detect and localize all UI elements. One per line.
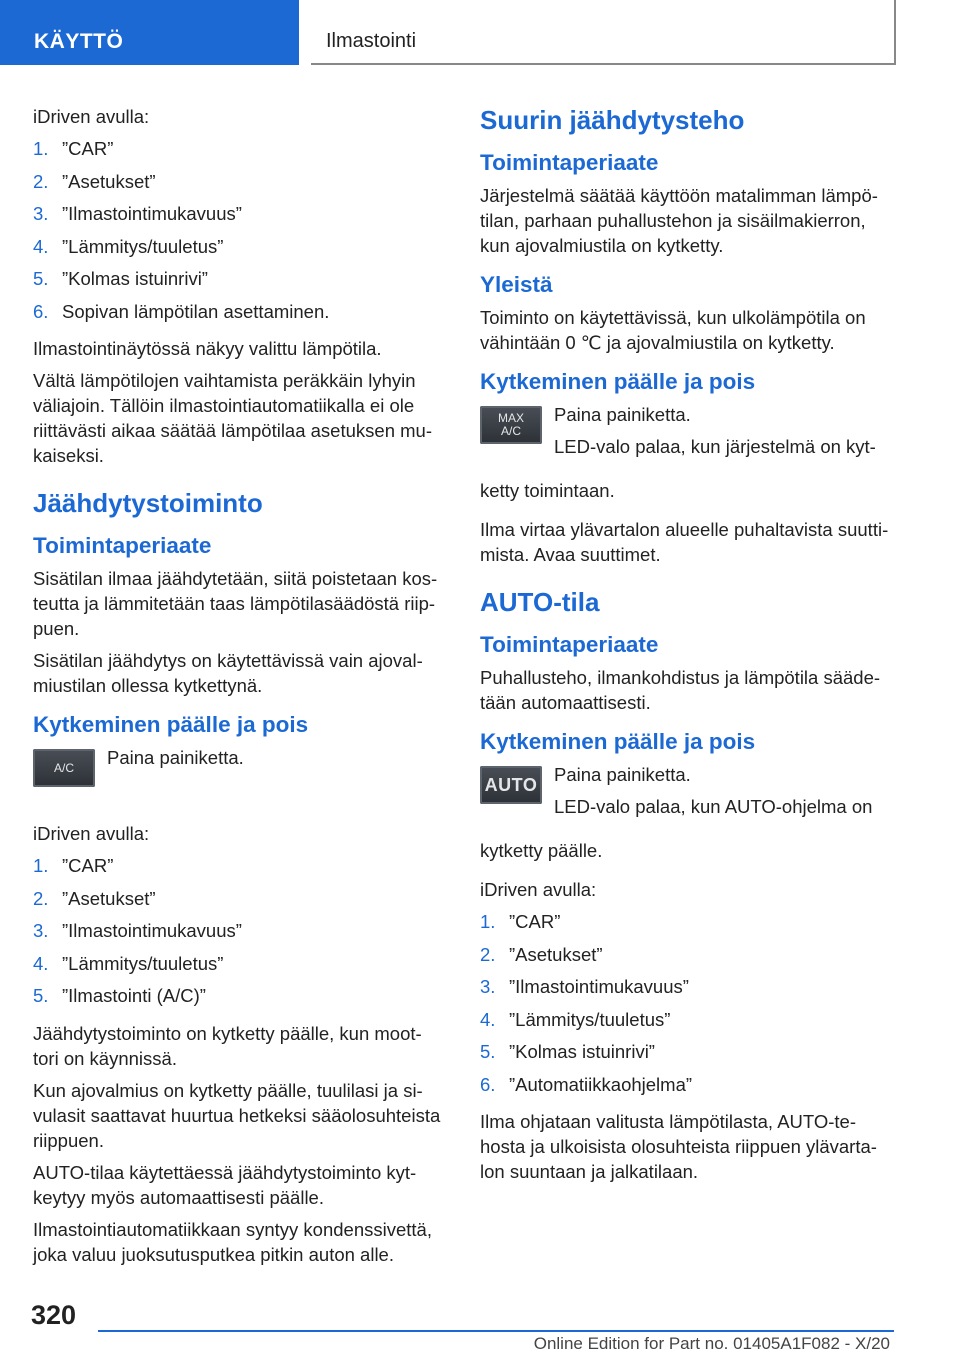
paragraph: Ilmastointinäytössä näkyy valittu lämpötila. [33, 338, 382, 359]
paragraph: Ilmastointiautomatiikkaan syntyy kondenssivettä, joka valuu juoksutusputkea pitkin auton alle. [33, 1218, 432, 1265]
subheading-on-off: Kytkeminen päälle ja pois [480, 369, 756, 394]
right-column [480, 104, 898, 1191]
section-title: KÄYTTÖ [34, 30, 124, 53]
max-ac-button-icon: MAX A/C [480, 406, 542, 444]
button-instruction [480, 762, 898, 834]
list-item: 1. ”CAR” [33, 138, 114, 159]
list-item: 3. ”Ilmastointimukavuus” [33, 203, 242, 224]
heading-max-cooling: Suurin jäähdytysteho [480, 105, 745, 135]
chapter-title: Ilmastointi [326, 30, 417, 52]
footer-divider [98, 1330, 894, 1332]
idrive-intro: iDriven avulla: [480, 879, 597, 900]
paragraph: Puhallusteho, ilmankohdistus ja lämpötila sääde‐ tään automaattisesti. [480, 667, 881, 713]
button-text: Paina painiketta. [107, 747, 244, 768]
idrive-intro: iDriven avulla: [33, 106, 150, 127]
subheading-principle: Toimintaperiaate [33, 533, 212, 558]
subheading-principle: Toimintaperiaate [480, 150, 659, 175]
button-instruction [33, 745, 451, 817]
heading-auto-mode: AUTO-tila [480, 587, 600, 617]
paragraph: Sisätilan jäähdytys on käytettävissä vain ajoval‐ miustilan ollessa kytkettynä. [33, 650, 423, 696]
button-instruction [480, 402, 898, 474]
subheading-general: Yleistä [480, 272, 553, 297]
list-item: 5. ”Kolmas istuinrivi” [480, 1041, 655, 1062]
subheading-principle: Toimintaperiaate [480, 632, 659, 657]
list-item: 4. ”Lämmitys/tuuletus” [480, 1008, 671, 1030]
list-item: 5. ”Kolmas istuinrivi” [33, 268, 208, 289]
left-column [33, 104, 451, 1274]
heading-cooling: Jäähdytystoiminto [33, 488, 263, 518]
button-text: Paina painiketta. [554, 404, 691, 425]
button-text: LED-valo palaa, kun järjestelmä on kyt‐ [554, 436, 876, 457]
paragraph: kytketty päälle. [480, 840, 603, 861]
list-item: 4. ”Lämmitys/tuuletus” [33, 952, 224, 974]
steps-list [480, 909, 898, 1104]
ac-button-icon: A/C [33, 749, 95, 787]
list-item: 3. ”Ilmastointimukavuus” [480, 976, 689, 997]
steps-list [33, 853, 451, 1016]
section-tab [0, 0, 299, 65]
idrive-intro: iDriven avulla: [33, 823, 150, 844]
subheading-on-off: Kytkeminen päälle ja pois [33, 712, 309, 737]
footer-edition: Online Edition for Part no. 01405A1F082 - X/20 [533, 1334, 890, 1353]
list-item: 2. ”Asetukset” [480, 943, 603, 965]
page-number: 320 [31, 1300, 77, 1330]
steps-list [33, 136, 451, 331]
paragraph: Ilma ohjataan valitusta lämpötilasta, AUTO-te‐ hosta ja ulkoisista olosuhteista riippuen ylävarta‐ lon suuntaan ja jalkatilaan. [480, 1111, 877, 1182]
list-item: 5. ”Ilmastointi (A/C)” [33, 985, 206, 1006]
paragraph: Toiminto on käytettävissä, kun ulkolämpötila on vähintään 0 ℃ ja ajovalmiustila on kytketty. [480, 307, 866, 353]
paragraph: Sisätilan ilmaa jäähdytetään, siitä poistetaan kos‐ teutta ja lämmitetään taas lämpötilasäädöstä riip‐ puen. [33, 568, 438, 639]
list-item: 2. ”Asetukset” [33, 887, 156, 909]
list-item: 1. ”CAR” [480, 911, 561, 932]
list-item: 6. Sopivan lämpötilan asettaminen. [33, 300, 330, 322]
list-item: 2. ”Asetukset” [33, 170, 156, 192]
chapter-header [311, 0, 896, 65]
list-item: 3. ”Ilmastointimukavuus” [33, 920, 242, 941]
paragraph: Vältä lämpötilojen vaihtamista peräkkäin lyhyin väliajoin. Tällöin ilmastointiautomatiikalla ei ole riittävästi aikaa säätää lämpötilaa asetuksen mu‐ kaiseksi. [33, 370, 432, 466]
button-text: Paina painiketta. [554, 764, 691, 785]
paragraph: Kun ajovalmius on kytketty päälle, tuulilasi ja si‐ vulasit saattavat huurtua hetkeksi sääolosuhteista riippuen. [33, 1079, 441, 1151]
paragraph: Järjestelmä säätää käyttöön matalimman lämpö‐ tilan, parhaan puhallustehon ja sisäilmakierron, kun ajovalmiustila on kytketty. [480, 185, 878, 256]
list-item: 1. ”CAR” [33, 855, 114, 876]
button-text: LED-valo palaa, kun AUTO-ohjelma on [554, 796, 873, 817]
paragraph: Jäähdytystoiminto on kytketty päälle, kun moot‐ tori on käynnissä. [33, 1022, 422, 1069]
list-item: 4. ”Lämmitys/tuuletus” [33, 235, 224, 257]
subheading-on-off: Kytkeminen päälle ja pois [480, 729, 756, 754]
auto-button-icon: AUTO [480, 766, 542, 804]
list-item: 6. ”Automatiikkaohjelma” [480, 1073, 693, 1095]
paragraph: AUTO-tilaa käytettäessä jäähdytystoiminto kyt‐ keytyy myös automaattisesti päälle. [33, 1161, 417, 1208]
paragraph: ketty toimintaan. [480, 480, 615, 501]
paragraph: Ilma virtaa ylävartalon alueelle puhaltavista suutti‐ mista. Avaa suuttimet. [480, 519, 889, 565]
